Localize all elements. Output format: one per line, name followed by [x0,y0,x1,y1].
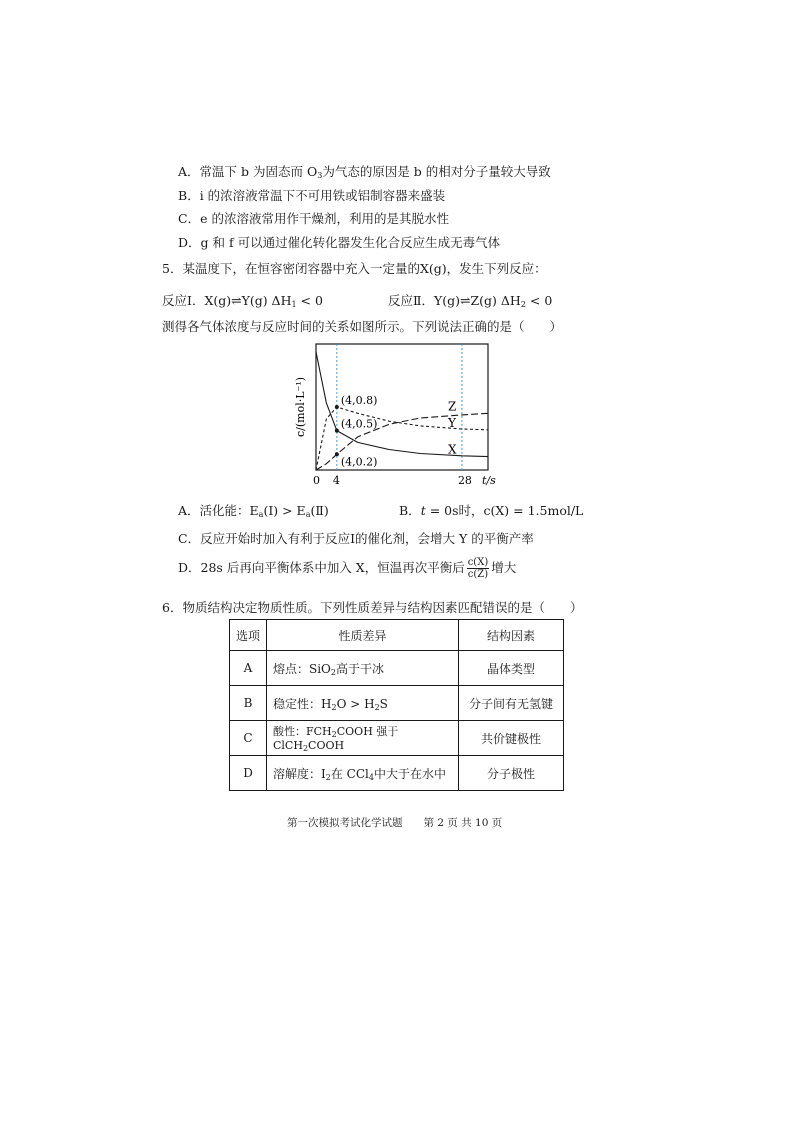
table-row [230,651,564,686]
q5-option-d: D．28s 后再向平衡体系中加入 X，恒温再次平衡后 $\frac{c(X)}{c(Z)}$ 增大 [178,557,517,580]
series-label-y: Y [448,415,456,430]
table-row [230,756,564,791]
property-table [229,619,564,791]
row-option: A [230,651,267,686]
annotation-label: (4,0.5) [340,417,378,431]
header-option: 选项 [230,620,267,651]
row-factor: 分子间有无氢键 [459,686,564,721]
table-header-row [230,620,564,651]
q5-option-c: C．反应开始时加入有利于反应Ⅰ的催化剂，会增大 Y 的平衡产率 [178,531,534,546]
q4-option-b: B．i 的浓溶液常温下不可用铁或铝制容器来盛装 [178,188,446,203]
header-factor: 结构因素 [459,620,564,651]
row-difference: 酸性：$FCH_2COOH$ 强于 ClCH$_2$COOH [267,721,459,756]
row-factor: 共价键极性 [459,721,564,756]
annotation-point [335,452,339,456]
x-tick-label: 0 [313,474,320,487]
table-row [230,721,564,756]
q5-prompt: 测得各气体浓度与反应时间的关系如图所示。下列说法正确的是（ ） [162,319,563,334]
x-tick-label: 4 [332,474,340,487]
row-option: B [230,686,267,721]
annotation-point [335,429,339,433]
q6-stem: 6．物质结构决定物质性质。下列性质差异与结构因素匹配错误的是（ ） [162,600,583,615]
x-axis-label: t/s [482,474,496,487]
y-axis-label: c/(mol·L⁻¹) [294,376,307,437]
q4-option-c: C．e 的浓溶液常用作干燥剂，利用的是其脱水性 [178,211,449,226]
row-option: C [230,721,267,756]
q5-reaction-1: 反应Ⅰ．X(g)⇌Y(g) $\Delta H_1 < 0$ [162,293,323,309]
row-option: D [230,756,267,791]
q5-reaction-2: 反应Ⅱ．Y(g)⇌Z(g) $\Delta H_2 < 0$ [388,293,553,309]
page-footer: 第一次模拟考试化学试题 第 2 页 共 10 页 [287,817,503,829]
annotation-label: (4,0.2) [340,455,378,469]
q4-option-d: D．g 和 f 可以通过催化转化器发生化合反应生成无毒气体 [178,235,501,250]
annotation-label: (4,0.8) [340,394,378,407]
table-row [230,686,564,721]
row-difference: 稳定性：$H_2O > H_2S$ [267,686,459,721]
annotation-point [335,405,339,409]
series-label-x: X [448,442,457,457]
x-tick-label: 28 [457,474,472,487]
row-factor: 晶体类型 [459,651,564,686]
q5-option-b: B．t = 0s时，c(X) = 1.5mol/L [399,503,584,518]
ratio-fraction: $\frac{c(X)}{c(Z)}$ [467,557,489,580]
q5-option-a: A．活化能：$E_a(Ⅰ)$ > $E_a(Ⅱ)$ [178,503,329,519]
series-label-z: Z [448,399,457,414]
row-difference: 溶解度：$I_2$在 CCl$_4$中大于在水中 [267,756,459,791]
row-factor: 分子极性 [459,756,564,791]
row-difference: 熔点：SiO$_2$高于干冰 [267,651,459,686]
q4-option-a: A．常温下 b 为固态而 $O_3$为气态的原因是 b 的相对分子量较大导致 [178,164,551,180]
header-difference: 性质差异 [267,620,459,651]
concentration-time-chart [290,338,510,496]
q5-stem: 5．某温度下，在恒容密闭容器中充入一定量的X(g)，发生下列反应： [162,261,547,276]
